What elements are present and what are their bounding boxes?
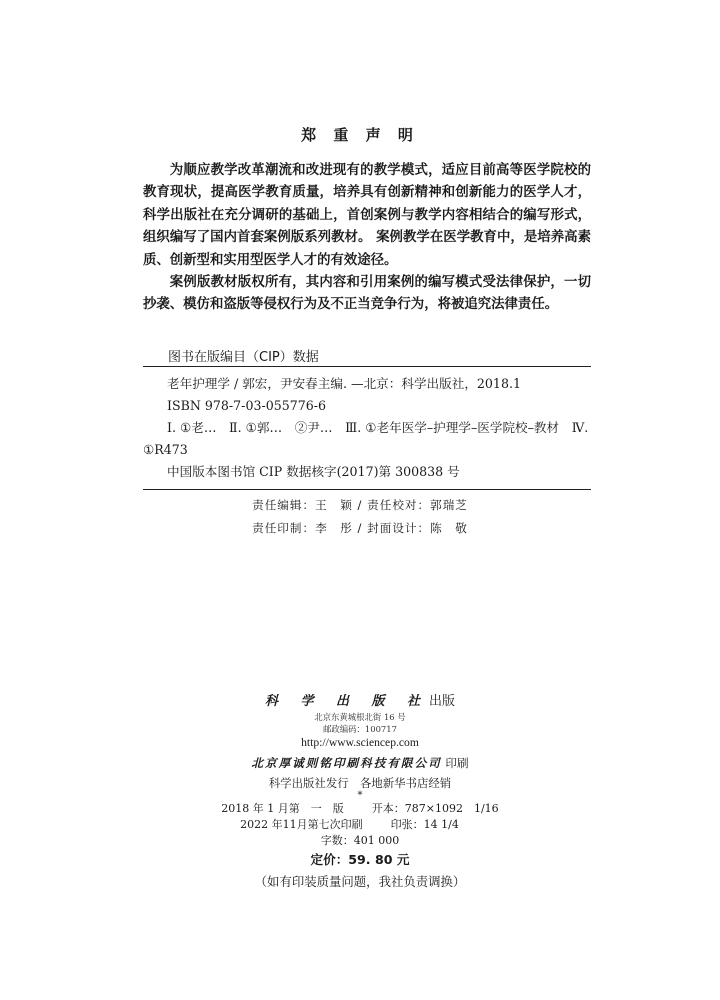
editors-block [0, 494, 720, 540]
publisher-address: 北京东黄城根北街 16 号 [314, 712, 406, 722]
editors-line: 责任印制：李 彤 / 封面设计：陈 敬 [252, 521, 468, 535]
editors-line: 责任编辑：王 颖 / 责任校对：郭瑞芝 [252, 498, 468, 512]
edition-first: 2018 年 1 月第 一 版 [221, 802, 344, 815]
cip-heading: 图书在版编目（CIP）数据 [168, 350, 319, 365]
publisher-url: http://www.sciencep.com [301, 736, 419, 749]
cip-title-line: 老年护理学 / 郭宏，尹安春主编. —北京：科学出版社，2018.1 [167, 376, 521, 391]
sheets-info: 印张：14 1/4 [390, 818, 459, 831]
format-info: 开本：787×1092 1/16 [371, 802, 499, 815]
separator-star: * [357, 790, 363, 801]
statement-title: 郑 重 声 明 [301, 126, 419, 144]
printer-line [0, 751, 720, 775]
price: 定价：59. 80 元 [310, 852, 410, 867]
publisher-line [0, 693, 720, 711]
distribution-line: 科学出版社发行 各地新华书店经销 [268, 776, 452, 790]
edition-printing: 2022 年11月第七次印刷 [240, 818, 363, 831]
cip-isbn: ISBN 978-7-03-055776-6 [167, 398, 327, 413]
publisher-postcode: 邮政编码：100717 [323, 724, 397, 734]
cip-classification: Ⅰ. ①老… Ⅱ. ①郭… ②尹… Ⅲ. ①老年医学–护理学–医学院校–教材 Ⅳ. ①R473 [143, 420, 589, 457]
word-count: 字数：401 000 [320, 834, 400, 847]
quality-notice: （如有印装质量问题，我社负责调换） [254, 874, 466, 889]
printing-row [0, 817, 720, 833]
statement-paragraph: 案例版教材版权所有，其内容和引用案例的编写模式受法律保护，一切抄袭、模仿和盗版等侵权行为及不正当竞争行为，将被追究法律责任。 [143, 275, 591, 313]
cip-data-number: 中国版本图书馆 CIP 数据核字(2017)第 300838 号 [167, 464, 460, 479]
publisher-name: 科 学 出 版 社 [264, 694, 430, 709]
publisher-suffix: 出版 [429, 694, 456, 709]
printer-name: 北京厚诚则铭印刷科技有限公司 [251, 756, 442, 770]
statement-paragraph: 为顺应教学改革潮流和改进现有的教学模式，适应目前高等医学院校的教育现状，提高医学教育质量，培养具有创新精神和创新能力的医学人才，科学出版社在充分调研的基础上，首创案例与教学内容相结合的编写形式，组织编写了国内首套案例版系列教材。 案例教学在医学教育中，是培养高素质、创新型和实用型医学人才的有效途径。 [143, 163, 591, 268]
edition-row [0, 801, 720, 817]
imprint-block [0, 693, 720, 893]
printer-suffix: 印刷 [445, 756, 469, 770]
cip-data-box [143, 366, 591, 490]
statement-body [143, 160, 591, 317]
